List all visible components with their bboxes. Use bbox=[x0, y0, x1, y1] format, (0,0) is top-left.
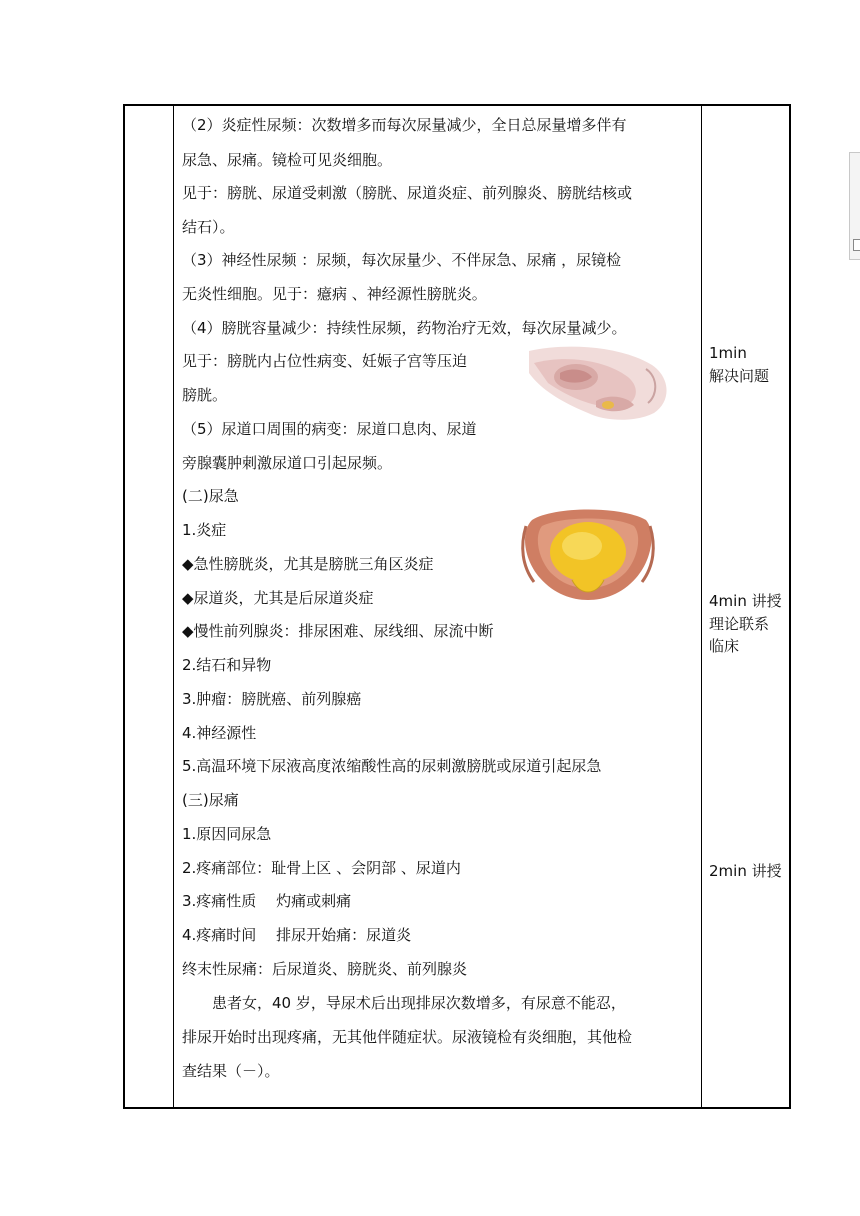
lesson-table bbox=[123, 104, 791, 1109]
text-line: 膀胱。 bbox=[182, 386, 228, 404]
column-divider-right bbox=[701, 106, 702, 1107]
text-line: ◆急性膀胱炎，尤其是膀胱三角区炎症 bbox=[182, 555, 434, 573]
text-line: 终末性尿痛：后尿道炎、膀胱炎、前列腺炎 bbox=[182, 960, 468, 978]
text-line: 1.炎症 bbox=[182, 521, 227, 539]
section-heading: (二)尿急 bbox=[182, 487, 239, 505]
time-note: 解决问题 bbox=[709, 367, 770, 385]
text-line: 2.疼痛部位：耻骨上区 、会阴部 、尿道内 bbox=[182, 859, 461, 877]
text-line: 3.肿瘤：膀胱癌、前列腺癌 bbox=[182, 690, 362, 708]
text-line: 见于：膀胱内占位性病变、妊娠子宫等压迫 bbox=[182, 352, 468, 370]
text-line: 1.原因同尿急 bbox=[182, 825, 272, 843]
text-line: 4.神经源性 bbox=[182, 724, 257, 742]
text-line: 3.疼痛性质 灼痛或刺痛 bbox=[182, 892, 352, 910]
bladder-cross-section-illustration bbox=[518, 506, 658, 601]
time-note: 理论联系 bbox=[709, 615, 770, 633]
text-line: （3）神经性尿频 ：尿频，每次尿量少、不伴尿急、尿痛 ，尿镜检 bbox=[182, 251, 622, 269]
checkbox-icon[interactable] bbox=[853, 239, 860, 251]
time-note: 临床 bbox=[709, 637, 740, 655]
section-heading: (三)尿痛 bbox=[182, 791, 239, 809]
text-line: 结石）。 bbox=[182, 218, 235, 236]
text-line: （2）炎症性尿频：次数增多而每次尿量减少，全日总尿量增多伴有 bbox=[182, 116, 627, 134]
text-line: 排尿开始时出现疼痛，无其他伴随症状。尿液镜检有炎细胞，其他检 bbox=[182, 1028, 633, 1046]
text-line: 5.高温环境下尿液高度浓缩酸性高的尿刺激膀胱或尿道引起尿急 bbox=[182, 757, 602, 775]
text-line: 尿急、尿痛。镜检可见炎细胞。 bbox=[182, 151, 393, 169]
pregnant-pelvis-illustration bbox=[524, 343, 674, 425]
text-line: ◆尿道炎，尤其是后尿道炎症 bbox=[182, 589, 374, 607]
column-divider-left bbox=[173, 106, 174, 1107]
side-scroll-widget[interactable] bbox=[849, 152, 860, 260]
text-line: 查结果（－）。 bbox=[182, 1062, 280, 1080]
time-note: 2min 讲授 bbox=[709, 862, 782, 880]
text-line: 见于：膀胱、尿道受刺激（膀胱、尿道炎症、前列腺炎、膀胱结核或 bbox=[182, 184, 633, 202]
text-line: ◆慢性前列腺炎：排尿困难、尿线细、尿流中断 bbox=[182, 622, 494, 640]
text-line: 2.结石和异物 bbox=[182, 656, 272, 674]
text-line: 4.疼痛时间 排尿开始痛：尿道炎 bbox=[182, 926, 412, 944]
time-note: 4min 讲授 bbox=[709, 592, 782, 610]
time-note: 1min bbox=[709, 344, 747, 362]
text-line: 患者女，40 岁，导尿术后出现排尿次数增多，有尿意不能忍， bbox=[182, 994, 626, 1012]
text-line: 旁腺囊肿刺激尿道口引起尿频。 bbox=[182, 454, 393, 472]
text-line: （5）尿道口周围的病变：尿道口息肉、尿道 bbox=[182, 420, 477, 438]
text-line: 无炎性细胞。见于：癔病 、神经源性膀胱炎。 bbox=[182, 285, 487, 303]
text-line: （4）膀胱容量减少：持续性尿频，药物治疗无效，每次尿量减少。 bbox=[182, 319, 627, 337]
